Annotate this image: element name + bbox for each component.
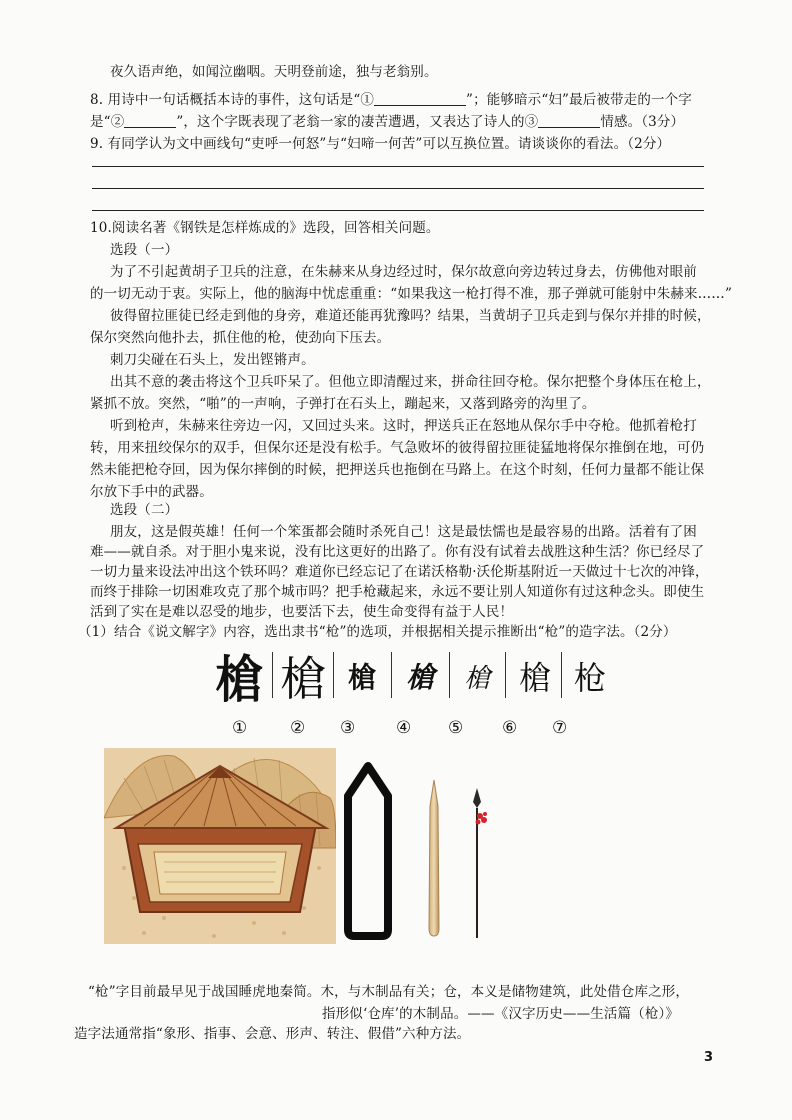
glyph-option-7[interactable]: 枪 (573, 659, 606, 697)
excerpt-1-line: 刺刀尖碰在石头上，发出铿锵声。 (110, 352, 315, 368)
poem-last-line: 夜久语声绝，如闻泣幽咽。天明登前途，独与老翁别。 (110, 64, 438, 80)
answer-blank-1[interactable] (374, 91, 466, 106)
divider (505, 652, 506, 698)
glyph-number-2: ② (290, 718, 306, 738)
glyph-number-5: ⑤ (448, 718, 464, 738)
hint-line-3: 造字法通常指“象形、指事、会意、形声、转注、假借”六种方法。 (74, 1026, 471, 1042)
answer-line-2[interactable] (92, 188, 704, 189)
excerpt-2-heading: 选段（二） (110, 502, 179, 518)
q8-text-a: 8. 用诗中一句话概括本诗的事件，这句话是“① (90, 92, 375, 108)
spear-with-red-tassel (466, 786, 492, 942)
excerpt-1-line: 保尔突然向他扑去，抓住他的枪，使劲向下压去。 (90, 330, 391, 346)
excerpt-2-line: 难——就自杀。对于胆小鬼来说，没有比这更好的出路了。你有没有试着去战胜这种生活？你已经尽了 (90, 544, 705, 560)
excerpt-1-line: 彼得留拉匪徒已经走到他的身旁，难道还能再犹豫吗？结果，当黄胡子卫兵走到与保尔并排的时候， (110, 308, 711, 324)
granary-outline-shape (340, 758, 396, 944)
q8-text-b: ”；能够暗示“妇”最后被带走的一个字 (466, 92, 692, 108)
hint-line-1: “枪”字目前最早见于战国睡虎地秦简。木，与木制品有关；仓，本义是储物建筑，此处借仓库之形， (88, 984, 690, 1000)
excerpt-1-line: 听到枪声，朱赫来往旁边一闪，又回过头来。这时，押送兵正在怒地从保尔手中夺枪。他抓着枪打 (110, 418, 697, 434)
excerpt-1-line: 出其不意的袭击将这个卫兵吓呆了。但他立即清醒过来，拼命往回夺枪。保尔把整个身体压在枪上， (110, 374, 711, 390)
glyph-number-6: ⑥ (502, 718, 518, 738)
divider (333, 652, 334, 698)
excerpt-1-line: 转，用来扭绞保尔的双手，但保尔还是没有松手。气急败坏的彼得留拉匪徒猛地将保尔推倒在地，可仍 (90, 440, 705, 456)
granary-painting (104, 748, 336, 944)
glyph-option-5[interactable]: 槍 (463, 663, 490, 694)
divider (561, 652, 562, 698)
excerpt-1-line: 紧抓不放。突然，“啪”的一声响，子弹打在石头上，蹦起来，又落到路旁的沟里了。 (90, 396, 596, 412)
excerpt-2-line: 活到了实在是难以忍受的地步，也要活下去，使生命变得有益于人民！ (90, 604, 514, 620)
excerpt-1-heading: 选段（一） (110, 242, 179, 258)
glyph-numbers-row (0, 718, 792, 740)
excerpt-1-line: 然未能把枪夺回，因为保尔摔倒的时候，把押送兵也拖倒在马路上。在这个时刻，任何力量都不能让保 (90, 462, 705, 478)
excerpt-2-line: 而终于排除一切困难攻克了那个城市吗？把手枪藏起来，永远不要让别人知道你有过这种念头。即使生 (90, 584, 705, 600)
excerpt-2-line: 朋友，这是假英雄！任何一个笨蛋都会随时杀死自己！这是最怯懦也是最容易的出路。活着有了困 (110, 524, 697, 540)
glyph-option-1[interactable]: 槍 (215, 650, 263, 709)
question-10: 10.阅读名著《钢铁是怎样炼成的》选段，回答相关问题。 (90, 220, 440, 236)
excerpt-1-line: 为了不引起黄胡子卫兵的注意，在朱赫来从身边经过时，保尔故意向旁边转过身去，仿佛他对眼前 (110, 264, 697, 280)
glyph-option-3[interactable]: 槍 (347, 661, 376, 694)
glyph-option-6[interactable]: 槍 (518, 659, 551, 697)
glyph-number-3: ③ (340, 718, 356, 738)
glyph-option-2[interactable]: 槍 (280, 652, 326, 706)
q8-text-d: ”，这个字既表现了老翁一家的凄苦遭遇，又表达了诗人的③ (176, 114, 539, 130)
glyph-number-7: ⑦ (552, 718, 568, 738)
answer-line-1[interactable] (92, 166, 704, 167)
glyph-option-4[interactable]: 槍 (405, 661, 434, 694)
divider (391, 652, 392, 698)
hint-line-2: 指形似‘仓库’的木制品。——《汉字历史——生活篇（枪）》 (322, 1006, 680, 1022)
divider (449, 652, 450, 698)
answer-blank-2[interactable] (124, 113, 176, 128)
glyph-number-4: ④ (396, 718, 412, 738)
divider (272, 652, 273, 698)
glyph-variants-row (208, 644, 606, 709)
sub-question-1: （1）结合《说文解字》内容，选出隶书“枪”的选项，并根据相关提示推断出“枪”的造字法。（2分） (78, 624, 677, 640)
answer-blank-3[interactable] (538, 113, 600, 128)
wooden-stick (424, 778, 444, 942)
answer-line-3[interactable] (92, 210, 704, 211)
question-8-line-1 (90, 90, 692, 110)
excerpt-1-line: 尔放下手中的武器。 (90, 484, 213, 500)
question-9: 9. 有同学认为文中画线句“吏呼一何怒”与“妇啼一何苦”可以互换位置。请谈谈你的看法。（2分） (90, 136, 671, 152)
excerpt-2-line: 一切力量来设法冲出这个铁环吗？难道你已经忘记了在诺沃格勒·沃伦斯基附近一天做过十七次的冲锋， (90, 564, 709, 580)
excerpt-1-line: 的一切无动于衷。实际上，他的脑海中忧虑重重：“如果我这一枪打得不准，那子弹就可能射中朱赫来……” (90, 286, 733, 302)
page-number: 3 (704, 1050, 714, 1065)
q8-text-e: 情感。（3分） (600, 114, 685, 130)
question-8-line-2 (90, 112, 684, 132)
q8-text-c: 是“② (90, 114, 125, 130)
glyph-number-1: ① (232, 718, 248, 738)
